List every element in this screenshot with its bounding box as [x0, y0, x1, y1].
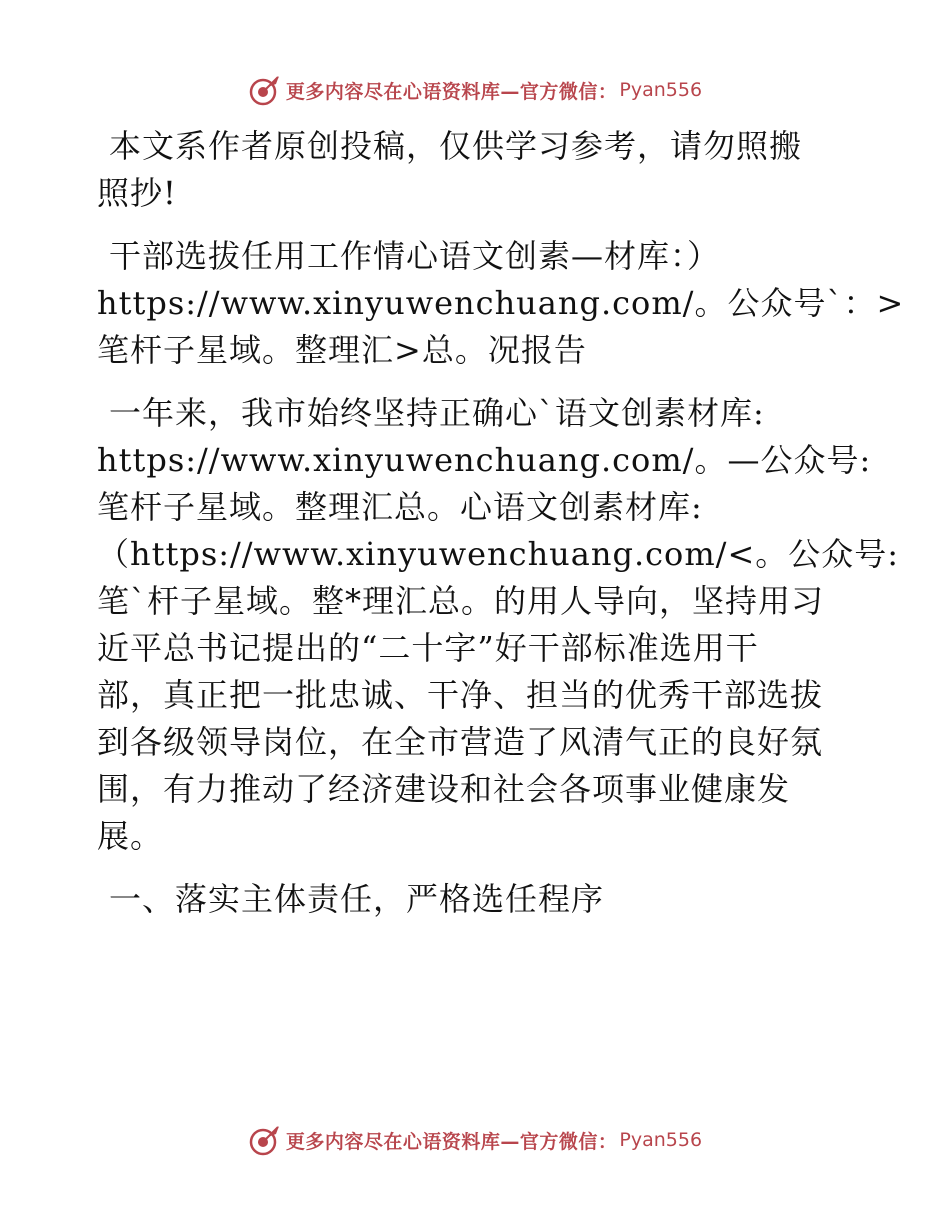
text-line: 笔`杆子星域。整*理汇总。的用人导向，坚持用习: [97, 582, 825, 620]
section-heading: [97, 876, 857, 923]
text-line: 展。: [97, 817, 164, 855]
text-line: 干部选拔任用工作情心语文创素—材库：）: [109, 237, 721, 275]
watermark-text: 更多内容尽在心语资料库—官方微信：: [285, 1130, 618, 1153]
paragraph-title: [97, 233, 905, 374]
text-line: https://www.xinyuwenchuang.com/。—公众号:: [97, 441, 872, 479]
text-line: （https://www.xinyuwenchuang.com/<。公众号:: [97, 535, 900, 573]
watermark-wechat-id: Pyan556: [619, 1129, 703, 1151]
text-line: 笔杆子星域。整理汇>总。况报告: [97, 331, 587, 369]
text-line: 到各级领导岗位，在全市营造了风清气正的良好氛: [97, 723, 824, 761]
text-line: 照抄!: [97, 174, 177, 212]
text-line: 围，有力推动了经济建设和社会各项事业健康发: [97, 770, 791, 808]
text-line: 笔杆子星域。整理汇总。心语文创素材库:: [97, 488, 703, 526]
footer-watermark: [0, 1120, 950, 1160]
paragraph-intro: [97, 390, 900, 860]
text-line: 一、落实主体责任，严格选任程序: [109, 880, 605, 918]
quill-logo-icon: [248, 1123, 282, 1157]
text-line: 部，真正把一批忠诚、干净、担当的优秀干部选拔: [97, 676, 824, 714]
text-line: 一年来，我市始终坚持正确心`语文创素材库:: [109, 394, 765, 432]
text-line: 本文系作者原创投稿，仅供学习参考，请勿照搬: [109, 127, 803, 165]
document-body: [97, 123, 905, 939]
watermark-text: 更多内容尽在心语资料库—官方微信：: [285, 80, 618, 103]
text-line: https://www.xinyuwenchuang.com/。公众号`：>: [97, 284, 905, 322]
header-watermark: [0, 70, 950, 110]
quill-logo-icon: [248, 73, 282, 107]
text-line: 近平总书记提出的“二十字”好干部标准选用干: [97, 629, 759, 667]
paragraph-disclaimer: [97, 123, 857, 217]
watermark-wechat-id: Pyan556: [619, 79, 703, 101]
